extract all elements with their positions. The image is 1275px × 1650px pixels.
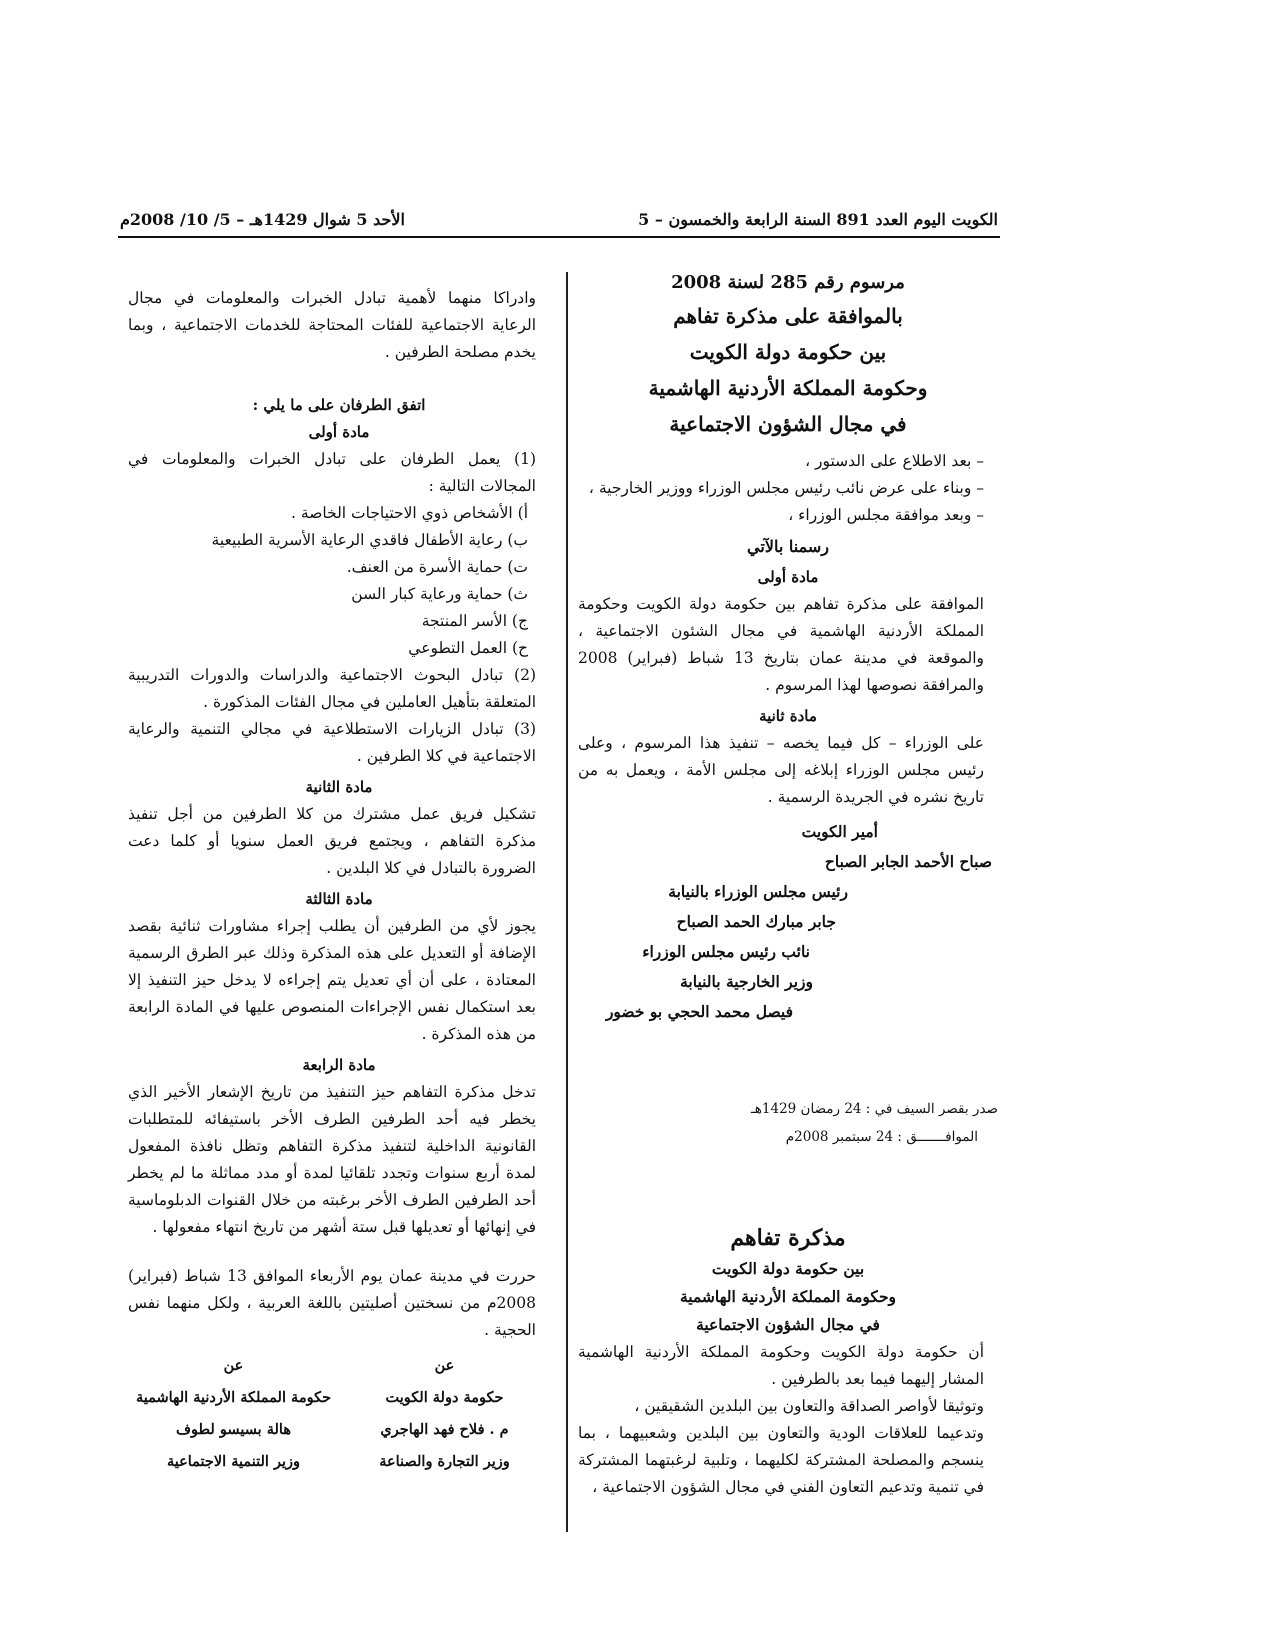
issued-place: صدر بقصر السيف في : 24 رمضان 1429هـ [750, 1101, 998, 1117]
article-heading: مادة الثانية [305, 778, 373, 796]
page-header [120, 210, 998, 238]
header-date: الأحد 5 شوال 1429هـ – 5/ 10/ 2008م [120, 210, 405, 229]
article-paragraph: (1) يعمل الطرفان على تبادل الخبرات والمعلومات في المجالات التالية : [128, 450, 536, 495]
signature-line: أمير الكويت [801, 822, 878, 841]
signature-line: وزير الخارجية بالنيابة [680, 972, 813, 991]
party-left-cell: وزير التنمية الاجتماعية [166, 1453, 301, 1470]
list-item: ب) رعاية الأطفال فاقدي الرعاية الأسرية الطبيعية [211, 531, 528, 549]
article-heading: مادة الرابعة [302, 1056, 376, 1074]
memo-intro: وتدعيما للعلاقات الودية والتعاون بين البلدين وشعبيهما ، بما ينسجم والمصلحة المشتركة لكليهما ، وتلبية لرغبتهما المشتركة في تنمية وتدعيم التعاون الفني في مجال الشؤون الاجتماعية ، [578, 1424, 984, 1496]
article-heading: مادة ثانية [759, 707, 817, 725]
preamble-line: – وبعد موافقة مجلس الوزراء ، [788, 506, 984, 524]
article-text: الموافقة على مذكرة تفاهم بين حكومة دولة الكويت وحكومة المملكة الأردنية الهاشمية في مجال الشئون الاجتماعية ، والموقعة في مدينة عمان بتاريخ 13 شباط (فبراير) 2008 والمرافقة نصوصها لهذا المرسوم . [578, 595, 984, 694]
header-issue-info: الكويت اليوم العدد 891 السنة الرابعة والخمسون – 5 [638, 210, 998, 229]
signature-line: نائب رئيس مجلس الوزراء [642, 942, 810, 961]
memo-intro: أن حكومة دولة الكويت وحكومة المملكة الأردنية الهاشمية المشار إليهما فيما بعد بالطرفين . [578, 1343, 984, 1388]
issued-block [578, 1095, 998, 1151]
memo-title-main: مذكرة تفاهم [730, 1225, 846, 1251]
agreed-heading: اتفق الطرفان على ما يلي : [252, 396, 426, 414]
issued-date: الموافـــــــق : 24 سبتمبر 2008م [785, 1129, 978, 1145]
party-right-cell: عن [434, 1357, 455, 1374]
decree-title-line: بالموافقة على مذكرة تفاهم [673, 304, 903, 328]
article-heading: مادة الثالثة [305, 890, 373, 908]
header-rule [118, 236, 1000, 238]
decree-title-line: في مجال الشؤون الاجتماعية [669, 412, 907, 436]
memo-subtitle-line: بين حكومة دولة الكويت [711, 1259, 865, 1278]
article-heading: مادة أولى [308, 423, 370, 441]
article-paragraph: (2) تبادل البحوث الاجتماعية والدراسات والدورات التدريبية المتعلقة بتأهيل العاملين في مجال الفئات المذكورة . [128, 666, 536, 711]
article-text: يجوز لأي من الطرفين أن يطلب إجراء مشاورات ثنائية بقصد الإضافة أو التعديل على هذه المذكرة وذلك عبر الطرق الرسمية المعتادة ، على أن أي تعديل يتم إجراءه لا يدخل حيز التنفيذ إلا بعد استكمال نفس الإجراءات المنصوص عليها في المادة الرابعة من هذه المذكرة . [128, 917, 536, 1043]
signature-line: صباح الأحمد الجابر الصباح [824, 852, 992, 871]
article-text: تشكيل فريق عمل مشترك من كلا الطرفين من أجل تنفيذ مذكرة التفاهم ، ويجتمع فريق العمل سنويا أو كلما دعت الضرورة بالتبادل في كلا البلدين . [128, 805, 536, 877]
memo-intro: وتوثيقا لأواصر الصداقة والتعاون بين البلدين الشقيقين ، [634, 1397, 984, 1415]
preamble-line: – بعد الاطلاع على الدستور ، [805, 452, 984, 470]
signature-line: فيصل محمد الحجي بو خضور [605, 1002, 793, 1021]
column-divider [566, 272, 568, 1532]
list-item: ث) حماية ورعاية كبار السن [351, 585, 528, 603]
signature-block [578, 817, 998, 1027]
memo-title [578, 1221, 998, 1339]
party-left-cell: عن [223, 1357, 244, 1374]
party-right-cell: م . فلاح فهد الهاجري [380, 1421, 509, 1438]
article-text: تدخل مذكرة التفاهم حيز التنفيذ من تاريخ الإشعار الأخير الذي يخطر فيه أحد الطرفين الطرف الأخر باستيفائه للمتطلبات القانونية الداخلية لتنفيذ مذكرة التفاهم وتظل نافذة المفعول لمدة أربع سنوات وتجدد تلقائيا لمدة أو مدد مماثلة ما لم يخطر أحد الطرفين الطرف الأخر برغبته من خلال القنوات الدبلوماسية في إنهائها أو تعديلها قبل ستة أشهر من تاريخ انتهاء مفعولها . [128, 1083, 536, 1236]
list-item: ت) حماية الأسرة من العنف. [346, 558, 528, 576]
signature-line: رئيس مجلس الوزراء بالنيابة [668, 882, 848, 901]
parties-signature-table [128, 1350, 550, 1478]
article-paragraph: (3) تبادل الزيارات الاستطلاعية في مجالي التنمية والرعاية الاجتماعية في كلا الطرفين . [128, 720, 536, 765]
party-left-cell: حكومة المملكة الأردنية الهاشمية [135, 1389, 332, 1406]
right-column [578, 268, 998, 1501]
list-item: ح) العمل التطوعي [408, 639, 528, 657]
article-text: على الوزراء – كل فيما يخصه – تنفيذ هذا المرسوم ، وعلى رئيس مجلس الوزراء إبلاغه إلى مجلس الأمة ، ويعمل به من تاريخ نشره في الجريدة الرسمية . [578, 734, 984, 806]
list-item: ج) الأسر المنتجة [421, 612, 528, 630]
list-item: أ) الأشخاص ذوي الاحتياجات الخاصة . [291, 504, 528, 522]
party-left-cell: هالة بسيسو لطوف [176, 1421, 291, 1438]
party-right-cell: وزير التجارة والصناعة [379, 1453, 510, 1470]
memo-intro-continued: وادراكا منهما لأهمية تبادل الخبرات والمعلومات في مجال الرعاية الاجتماعية للفئات المحتاجة للخدمات الاجتماعية ، وبما يخدم مصلحة الطرفين . [128, 289, 536, 361]
decreed-heading: رسمنا بالآتي [747, 537, 829, 556]
left-column [128, 285, 550, 1478]
party-right-cell: حكومة دولة الكويت [385, 1389, 504, 1406]
decree-title [578, 268, 998, 442]
closing-paragraph: حررت في مدينة عمان يوم الأربعاء الموافق 13 شباط (فبراير) 2008م من نسختين أصليتين باللغة العربية ، ولكل منهما نفس الحجية . [128, 1267, 537, 1339]
decree-title-line: وحكومة المملكة الأردنية الهاشمية [648, 376, 928, 400]
memo-subtitle-line: في مجال الشؤون الاجتماعية [696, 1315, 880, 1334]
memo-subtitle-line: وحكومة المملكة الأردنية الهاشمية [679, 1287, 897, 1306]
signature-line: جابر مبارك الحمد الصباح [676, 912, 836, 931]
decree-title-line: مرسوم رقم 285 لسنة 2008 [671, 272, 905, 293]
article-heading: مادة أولى [757, 568, 819, 586]
decree-title-line: بين حكومة دولة الكويت [689, 340, 887, 364]
preamble-line: – وبناء على عرض نائب رئيس مجلس الوزراء ووزير الخارجية ، [588, 479, 984, 497]
